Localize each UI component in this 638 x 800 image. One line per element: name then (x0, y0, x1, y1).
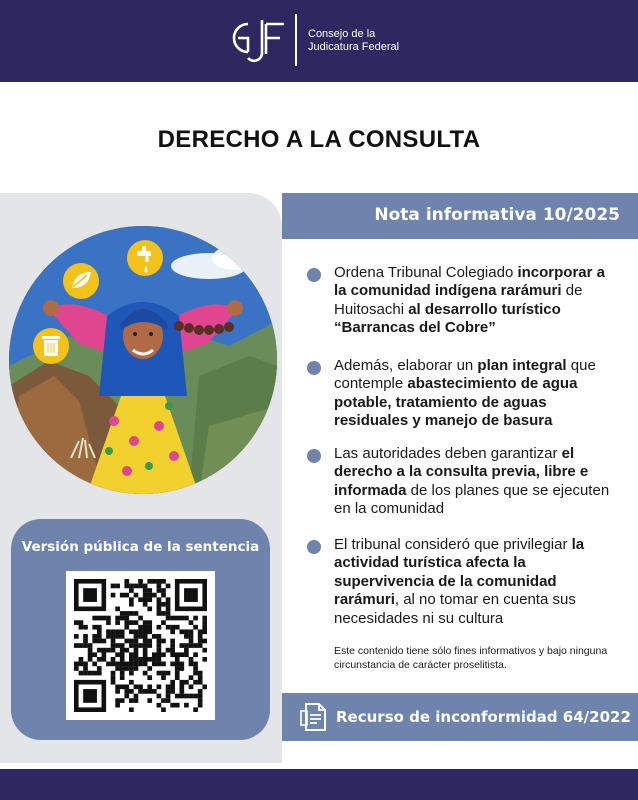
bullet-dot (307, 449, 321, 463)
disclaimer-text: Este contenido tiene sólo fines informativos y bajo ninguna circunstancia de carácter proselitista. (334, 645, 608, 671)
bullet-text-3: Las autoridades deben garantizar el derecho a la consulta previa, libre e informada de los planes que se ejecuten en la comunidad (334, 445, 610, 518)
document-icon (300, 702, 328, 732)
recurso-label: Recurso de inconformidad 64/2022 (336, 708, 631, 726)
logo-divider (295, 14, 297, 66)
bullet-text-1: Ordena Tribunal Colegiado incorporar a la comunidad indígena rarámuri de Huitosachi al desarrollo turístico “Barrancas del Cobre” (334, 264, 605, 337)
trash-bin-icon (33, 328, 69, 364)
public-sentence-label: Versión pública de la sentencia (21, 539, 260, 555)
bullet-text-2: Además, elaborar un plan integral que contemple abastecimiento de agua potable, tratamiento de aguas residuales y manejo de basura (334, 357, 596, 430)
org-name-line2: Judicatura Federal (308, 41, 400, 53)
footer-bar (0, 769, 638, 800)
bullet-text-4: El tribunal consideró que privilegiar la actividad turística afecta la supervivencia de la comunidad rarámuri, al no tomar en cuenta sus necesidades ni su cultura (334, 536, 585, 627)
bullet-dot (307, 268, 321, 282)
org-name (308, 28, 399, 54)
community-illustration (9, 226, 277, 494)
page-title: DERECHO A LA CONSULTA (157, 126, 481, 153)
header-bar (0, 0, 638, 82)
bullet-dot (307, 540, 321, 554)
public-sentence-card (11, 519, 270, 740)
water-tap-icon (127, 240, 163, 276)
org-name-line1: Consejo de la (308, 28, 376, 40)
tobacco-leaf-icon (63, 263, 99, 299)
cjf-monogram-icon (226, 14, 286, 66)
qr-code-icon (74, 579, 207, 712)
recurso-banner (282, 693, 638, 741)
qr-code[interactable] (66, 571, 215, 720)
note-label: Nota informativa 10/2025 (374, 205, 620, 225)
bullet-dot (307, 361, 321, 375)
note-banner (282, 193, 638, 239)
